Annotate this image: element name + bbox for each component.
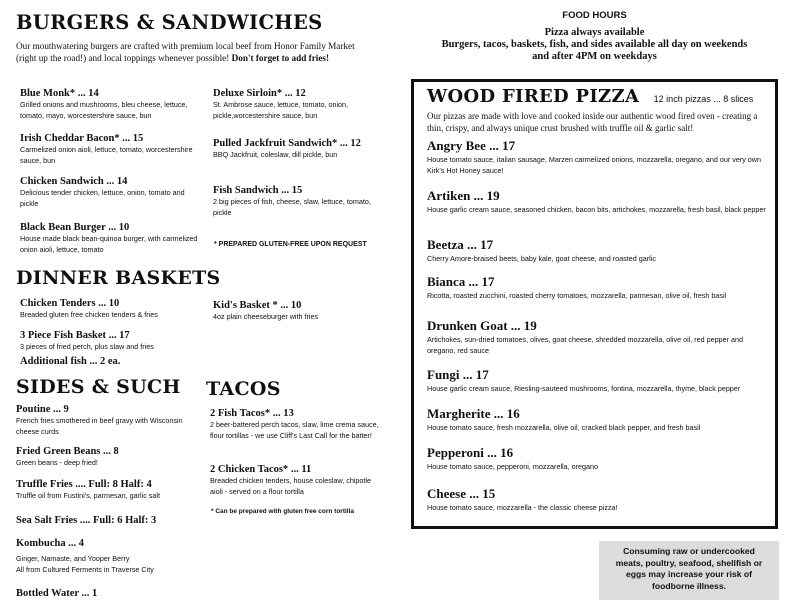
pizza-item: Pepperoni ... 16 House tomato sauce, pepperoni, mozzarella, oregano [427, 445, 599, 471]
pizza-subtitle: 12 inch pizzas ... 8 slices [653, 94, 754, 104]
pizza-item: Angry Bee ... 17 House tomato sauce, italian sausage, Marzen carmelized onions, mozzarella, oregano, and our very own Kirk's Hot Honey sauce! [427, 138, 761, 175]
pizza-item: Drunken Goat ... 19 Artichokes, sun-dried tomatoes, olives, goat cheese, shredded mozzarella, olive oil, red pepper and oregano, red sauce [427, 318, 744, 355]
burgers-title: BURGERS & SANDWICHES [16, 11, 323, 34]
menu-item: 3 Piece Fish Basket ... 17 3 pieces of fried perch, plus slaw and fries [20, 330, 154, 351]
menu-item: Kid's Basket * ... 10 4oz plain cheeseburger with fries [213, 300, 319, 321]
menu-item: Blue Monk* ... 14 Grilled onions and mushrooms, bleu cheese, lettuce, tomato, mayo, worcestershire sauce, bun [20, 88, 188, 120]
pizza-title: WOOD FIRED PIZZA [427, 86, 640, 107]
menu-item: Irish Cheddar Bacon* ... 15 Carmelized onion aioli, lettuce, tomato, worcestershire sauce, bun [20, 133, 193, 165]
taco-gf-note: * Can be prepared with gluten free corn tortilla [211, 508, 355, 515]
menu-item: Bottled Water ... 1 [16, 588, 98, 599]
food-hours: FOOD HOURS Pizza always available Burgers, tacos, baskets, fish, and sides available all day on weekends and after 4PM on weekdays [411, 10, 778, 63]
menu-item: Chicken Tenders ... 10 Breaded gluten free chicken tenders & fries [20, 298, 158, 319]
warning-text: Consuming raw or undercooked meats, poultry, seafood, shellfish or eggs may increase your risk of foodborne illness. [615, 546, 763, 591]
additional-fish: Additional fish ... 2 ea. [20, 356, 121, 367]
menu-item: Kombucha ... 4 Ginger, Namaste, and Yooper Berry All from Cultured Ferments in Traverse City [16, 538, 154, 574]
pizza-item: Beetza ... 17 Cherry Amore-braised beets, baby kale, goat cheese, and roasted garlic [427, 237, 656, 263]
pizza-box [411, 79, 778, 529]
foodborne-warning [599, 541, 779, 600]
pizza-item: Margherite ... 16 House tomato sauce, fresh mozzarella, olive oil, cracked black pepper, and fresh basil [427, 406, 701, 432]
pizza-header [427, 86, 753, 107]
menu-item: Truffle Fries .... Full: 8 Half: 4 Truffle oil from Fustini's, parmesan, garlic salt [16, 479, 160, 500]
menu-item: Fish Sandwich ... 15 2 big pieces of fish, cheese, slaw, lettuce, tomato, pickle [213, 185, 371, 217]
pizza-item: Bianca ... 17 Ricotta, roasted zucchini, roasted cherry tomatoes, mozzarella, parmesan, olive oil, fresh basil [427, 274, 727, 300]
burgers-intro: Our mouthwatering burgers are crafted with premium local beef from Honor Family Market (right up the road!) and local toppings whenever possible! Don't forget to add fries! [16, 41, 355, 63]
food-hours-title: FOOD HOURS [562, 10, 627, 21]
gluten-free-note: * PREPARED GLUTEN-FREE UPON REQUEST [214, 241, 367, 248]
menu-item: 2 Chicken Tacos* ... 11 Breaded chicken tenders, house coleslaw, chipotle aioli - served on a flour tortilla [210, 464, 372, 496]
pizza-item: Cheese ... 15 House tomato sauce, mozzarella - the classic cheese pizza! [427, 486, 618, 512]
pizza-intro: Our pizzas are made with love and cooked inside our authentic wood fired oven - creating a thin, crispy, and always unique crust brushed with truffle oil & garlic salt! [427, 111, 758, 133]
menu-item: 2 Fish Tacos* ... 13 2 beer-battered perch tacos, slaw, lime crema sauce, flour tortillas - we use Cliff's Last Call for the batter! [210, 408, 379, 440]
pizza-item: Fungi ... 17 House garlic cream sauce, Riesling-sauteed mushrooms, fontina, mozzarella, thyme, black pepper [427, 367, 741, 393]
dinner-title: DINNER BASKETS [16, 267, 221, 289]
menu-item: Black Bean Burger ... 10 House made black bean-quinoa burger, with carmelized onion aioli, lettuce, tomato [20, 222, 198, 254]
menu-item: Sea Salt Fries .... Full: 6 Half: 3 [16, 515, 157, 526]
pizza-item: Artiken ... 19 House garlic cream sauce, seasoned chicken, bacon bits, artichokes, mozzarella, fresh basil, black pepper [427, 188, 766, 214]
tacos-title: TACOS [206, 378, 281, 400]
menu-item: Deluxe Sirloin* ... 12 St. Ambrose sauce, lettuce, tomato, onion, pickle,worcestershire sauce, bun [213, 88, 349, 120]
menu-item: Poutine ... 9 French fries smothered in beef gravy with Wisconsin cheese curds [16, 404, 183, 436]
menu-item: Pulled Jackfruit Sandwich* ... 12 BBQ Jackfruit, coleslaw, dill pickle, bun [213, 138, 361, 159]
menu-item: Fried Green Beans ... 8 Green beans - deep fried! [16, 446, 119, 467]
sides-title: SIDES & SUCH [16, 376, 181, 398]
menu-item: Chicken Sandwich ... 14 Delicious tender chicken, lettuce, onion, tomato and pickle [20, 176, 185, 208]
